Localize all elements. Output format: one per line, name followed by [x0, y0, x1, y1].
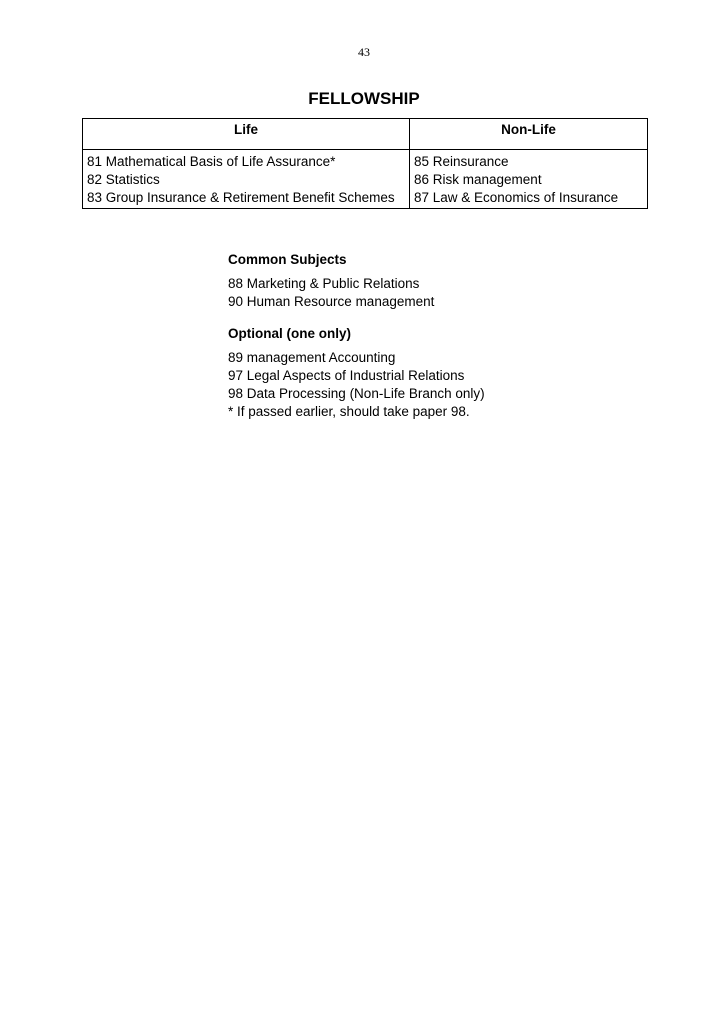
non-life-subject-item: 87 Law & Economics of Insurance	[414, 190, 619, 205]
page-title: FELLOWSHIP	[308, 89, 420, 108]
optional-subjects-section	[228, 325, 485, 421]
non-life-subjects-cell	[410, 150, 648, 209]
table-row	[83, 150, 648, 209]
life-column-header: Life	[83, 119, 410, 150]
list-item: 89 management Accounting	[228, 350, 396, 365]
table-header-row	[83, 119, 648, 150]
common-subjects-section	[228, 251, 434, 311]
optional-subjects-heading: Optional (one only)	[228, 326, 351, 341]
life-subject-item: 83 Group Insurance & Retirement Benefit Schemes	[87, 190, 395, 205]
non-life-subject-item: 86 Risk management	[414, 172, 542, 187]
life-subject-item: 81 Mathematical Basis of Life Assurance*	[87, 154, 336, 169]
subjects-table	[82, 118, 648, 209]
list-item: 90 Human Resource management	[228, 294, 435, 309]
non-life-subject-item: 85 Reinsurance	[414, 154, 509, 169]
footnote: * If passed earlier, should take paper 98.	[228, 404, 470, 419]
non-life-column-header: Non-Life	[410, 119, 648, 150]
life-subject-item: 82 Statistics	[87, 172, 160, 187]
list-item: 98 Data Processing (Non-Life Branch only)	[228, 386, 485, 401]
list-item: 97 Legal Aspects of Industrial Relations	[228, 368, 465, 383]
list-item: 88 Marketing & Public Relations	[228, 276, 420, 291]
life-subjects-cell	[83, 150, 410, 209]
common-subjects-heading: Common Subjects	[228, 252, 347, 267]
page-number: 43	[358, 45, 370, 59]
